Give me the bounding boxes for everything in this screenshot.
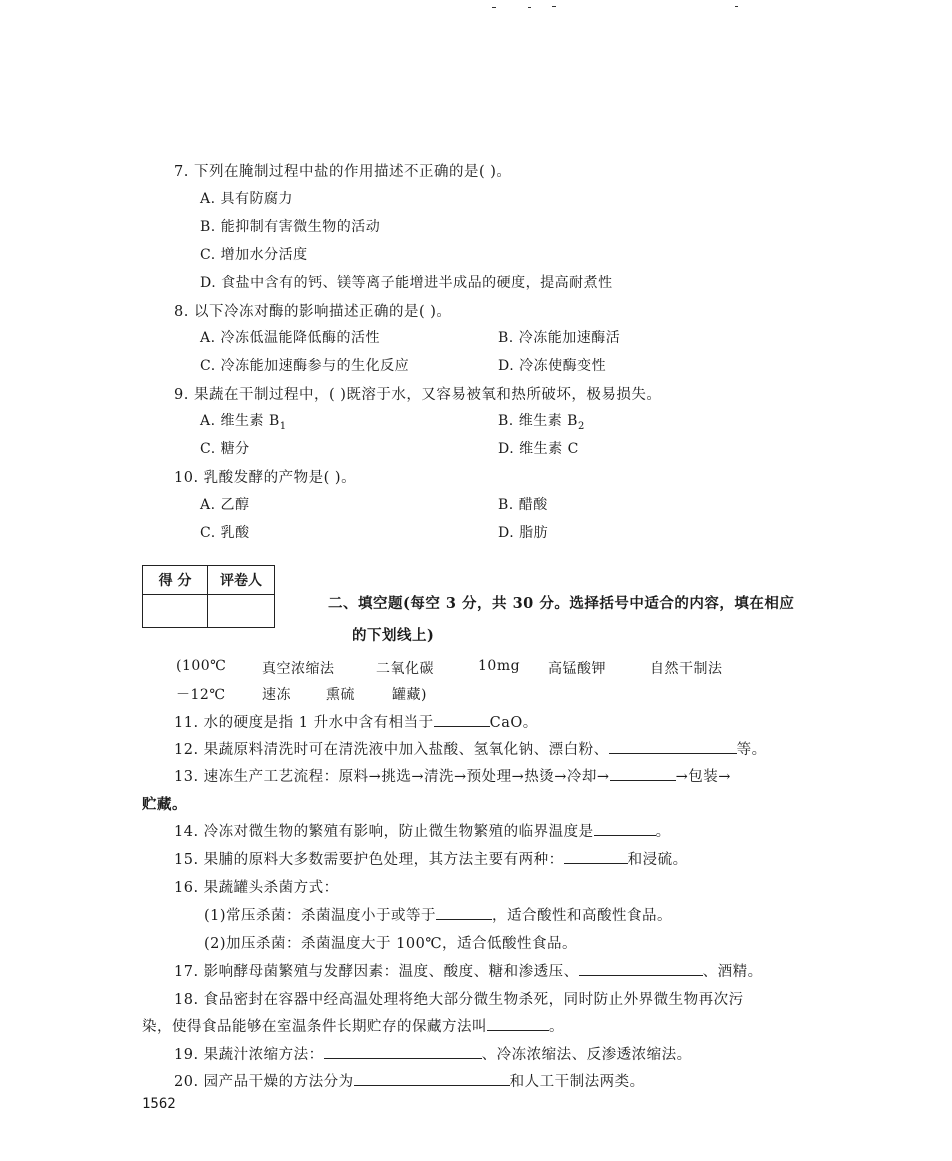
section2-title: 二、填空题(每空 3 分，共 30 分。选择括号中适合的内容，填在相应	[328, 595, 795, 612]
q7-option-d: D. 食盐中含有的钙、镁等离子能增进半成品的硬度，提高耐煮性	[200, 275, 613, 291]
q18-line2: 染，使得食品能够在室温条件长期贮存的保藏方法叫 。	[142, 1019, 564, 1035]
q8-option-c: C. 冷冻能加速酶参与的生化反应	[200, 358, 410, 374]
q9-stem: 9. 果蔬在干制过程中，( )既溶于水，又容易被氧和热所破坏，极易损失。	[174, 387, 662, 403]
q10-stem: 10. 乳酸发酵的产物是( )。	[174, 470, 357, 486]
page-number: 1562	[142, 1096, 176, 1112]
q12-blank[interactable]	[609, 741, 737, 754]
q14: 14. 冷冻对微生物的繁殖有影响，防止微生物繁殖的临界温度是 。	[174, 824, 671, 840]
q8-option-b: B. 冷冻能加速酶活	[498, 330, 621, 346]
q9-option-a: A. 维生素 $B_1$	[200, 413, 287, 432]
q20: 20. 园产品干燥的方法分为 和人工干制法两类。	[174, 1074, 645, 1090]
q17: 17. 影响酵母菌繁殖与发酵因素：温度、酸度、糖和渗透压、 、酒精。	[174, 964, 763, 980]
word-bank-item: 速冻	[262, 687, 291, 703]
word-bank-item: 10mg	[478, 658, 521, 674]
score-header: 得 分	[143, 566, 208, 595]
q8-option-a: A. 冷冻低温能降低酶的活性	[200, 330, 381, 346]
word-bank-item: 真空浓缩法	[262, 661, 335, 677]
q15-blank[interactable]	[564, 851, 628, 864]
q13-blank[interactable]	[610, 768, 676, 781]
q12: 12. 果蔬原料清洗时可在清洗液中加入盐酸、氢氧化钠、漂白粉、 等。	[174, 742, 767, 758]
q17-blank[interactable]	[579, 963, 703, 976]
word-bank-item: 高锰酸钾	[548, 661, 606, 677]
word-bank-item: －12℃	[176, 687, 226, 703]
score-table	[142, 565, 275, 628]
word-bank-item: 二氧化碳	[376, 661, 434, 677]
scan-mark	[528, 7, 531, 8]
q10-option-b: B. 醋酸	[498, 497, 548, 513]
word-bank-item: 自然干制法	[650, 661, 723, 677]
q13: 13. 速冻生产工艺流程：原料→挑选→清洗→预处理→热烫→冷却→ →包装→	[174, 769, 731, 785]
q9-option-c: C. 糖分	[200, 441, 250, 457]
q9-option-d: D. 维生素 C	[498, 441, 579, 457]
q11-blank[interactable]	[434, 714, 490, 727]
q14-blank[interactable]	[594, 823, 656, 836]
q18-blank[interactable]	[487, 1018, 549, 1031]
q16-blank[interactable]	[436, 907, 492, 920]
scan-mark	[492, 7, 496, 8]
q13-cont: 贮藏。	[142, 796, 187, 813]
q19: 19. 果蔬汁浓缩方法： 、冷冻浓缩法、反渗透浓缩法。	[174, 1047, 692, 1063]
grader-cell	[208, 595, 275, 628]
word-bank-item: 罐藏)	[392, 687, 427, 703]
q11: 11. 水的硬度是指 1 升水中含有相当于 CaO。	[174, 715, 538, 731]
word-bank-item: 熏硫	[326, 687, 355, 703]
q8-stem: 8. 以下冷冻对酶的影响描述正确的是( )。	[174, 304, 452, 320]
q10-option-a: A. 乙醇	[200, 497, 250, 513]
q18-line1: 18. 食品密封在容器中经高温处理将绝大部分微生物杀死，同时防止外界微生物再次污	[174, 992, 744, 1008]
q7-option-a: A. 具有防腐力	[200, 191, 294, 207]
q10-option-c: C. 乳酸	[200, 525, 250, 541]
section2-title-cont: 的下划线上)	[352, 627, 435, 644]
q10-option-d: D. 脂肪	[498, 525, 549, 541]
word-bank-item: (100℃	[176, 658, 227, 674]
q7-stem: 7. 下列在腌制过程中盐的作用描述不正确的是( )。	[174, 164, 512, 180]
q7-option-c: C. 增加水分活度	[200, 247, 308, 263]
q19-blank[interactable]	[324, 1046, 482, 1059]
q15: 15. 果脯的原料大多数需要护色处理，其方法主要有两种： 和浸硫。	[174, 852, 688, 868]
q16-sub2: (2)加压杀菌：杀菌温度大于 100℃，适合低酸性食品。	[204, 936, 578, 952]
q20-blank[interactable]	[354, 1073, 510, 1086]
score-cell	[143, 595, 208, 628]
q16-stem: 16. 果蔬罐头杀菌方式：	[174, 880, 339, 896]
q9-option-b: B. 维生素 $B_2$	[498, 413, 585, 432]
q16-sub1: (1)常压杀菌：杀菌温度小于或等于 ，适合酸性和高酸性食品。	[204, 908, 673, 924]
q7-option-b: B. 能抑制有害微生物的活动	[200, 219, 381, 235]
q8-option-d: D. 冷冻使酶变性	[498, 358, 607, 374]
scan-mark	[735, 6, 738, 7]
scan-mark	[552, 6, 556, 7]
grader-header: 评卷人	[208, 566, 275, 595]
